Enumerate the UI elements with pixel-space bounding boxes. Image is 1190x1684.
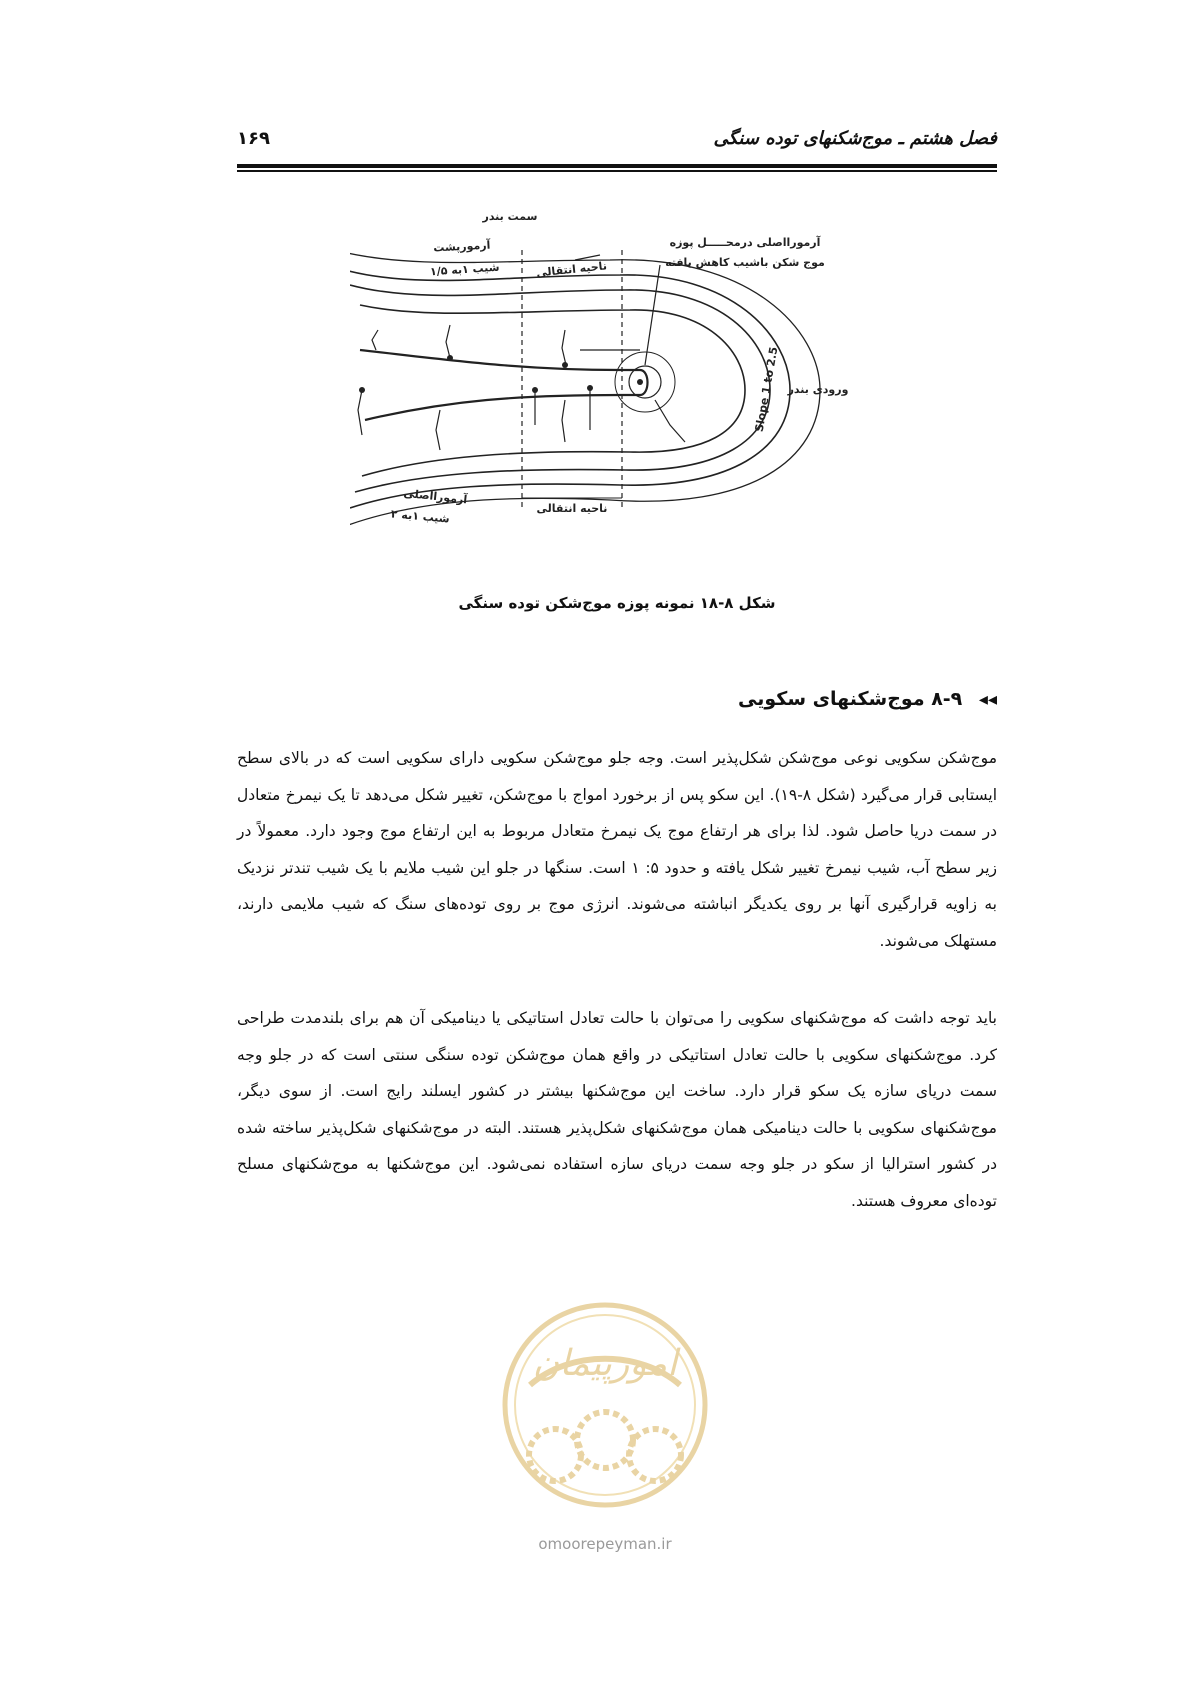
label-main-armor: آرمورااصلی bbox=[402, 486, 468, 507]
label-rear-armor: آرمورپشت bbox=[432, 238, 491, 255]
paragraph-1: موج‌شکن سکویی نوعی موج‌شکن شکل‌پذیر است. وجه جلو موج‌شکن سکویی دارای سکویی است که در بالای سطح ایستابی قرار می‌گیرد (شکل ۸-۱۹). این سکو پس از برخورد امواج با موج‌شکن، تغییر شکل می‌دهد تا یک نیمرخ متعادل در سمت دریا حاصل شود. لذا برای هر ارتفاع موج یک نیمرخ متعادل مربوط به این ارتفاع موج وجود دارد. معمولاً در زیر سطح آب، شیب نیمرخ تغییر شکل یافته و حدود ۵: ۱ است. سنگها در جلو این شیب ملایم با یک شیب تندتر نزدیک به زاویه قرارگیری آنها بر روی یکدیگر انباشته می‌شوند. انرژی موج بر روی توده‌های سنگ که شیب ملایمی دارند، مستهلک می‌شوند. bbox=[237, 749, 998, 950]
section-heading bbox=[738, 688, 997, 710]
section-title: ۸-۹ موج‌شکنهای سکویی bbox=[738, 688, 963, 710]
chapter-title: فصل هشتم ـ موج‌شکنهای توده سنگی bbox=[713, 128, 997, 149]
figure-caption: شکل ۸-۱۸ نمونه پوزه موج‌شکن توده سنگی bbox=[458, 594, 776, 612]
page-number: ۱۶۹ bbox=[237, 128, 270, 149]
watermark-url: omoorepeyman.ir bbox=[538, 1535, 672, 1553]
header-rule-thin bbox=[237, 170, 997, 172]
label-slope-english: Slope 1 to 2.5 bbox=[752, 345, 781, 433]
paragraph-2: باید توجه داشت که موج‌شکنهای سکویی را می‌توان با حالت تعادل استاتیکی یا دینامیکی آن هم برای بلندمدت طراحی کرد. موج‌شکنهای سکویی با حالت تعادل استاتیکی در واقع همان موج‌شکن توده سنگی سنتی است که در جلو وجه سمت دریای سازه یک سکو قرار دارد. ساخت این موج‌شکنها بیشتر در کشور ایسلند رایج است. از سوی دیگر، موج‌شکنهای سکویی با حالت دینامیکی همان موج‌شکنهای شکل‌پذیر هستند. البته در موج‌شکنهای شکل‌پذیر ساخته شده در کشور استرالیا از سکو در جلو وجه سمت دریای سازه استفاده نمی‌شود. این موج‌شکنها به موج‌شکنهای مسلح توده‌ای معروف هستند. bbox=[237, 1009, 997, 1210]
label-slope-1-2: شیب ۱به ۲ bbox=[390, 507, 451, 526]
watermark-logo-text: امورپیمان bbox=[532, 1343, 678, 1384]
label-head-armor-1: آرمورااصلی درمحـــــل پوزه bbox=[669, 236, 821, 249]
label-harbor-side: سمت بندر bbox=[482, 210, 538, 223]
label-harbor-entrance: ورودی بندر bbox=[787, 383, 849, 396]
breakwater-head-figure bbox=[350, 210, 870, 570]
breakwater-diagram bbox=[350, 210, 870, 570]
watermark-logo bbox=[490, 1290, 720, 1540]
section-marker-icon: ◂◂ bbox=[978, 689, 997, 710]
page-header bbox=[237, 128, 997, 158]
label-head-armor-2: موج شکن باشیب کاهش یافته bbox=[665, 256, 825, 269]
header-rule-thick bbox=[237, 164, 997, 168]
label-transition-top: ناحیه انتقالی bbox=[535, 259, 608, 280]
watermark-seal-icon bbox=[490, 1290, 720, 1540]
label-transition-bottom: ناحیه انتقالی bbox=[536, 502, 608, 515]
label-slope-1-5: شیب ۱به ۱/۵ bbox=[429, 260, 500, 279]
